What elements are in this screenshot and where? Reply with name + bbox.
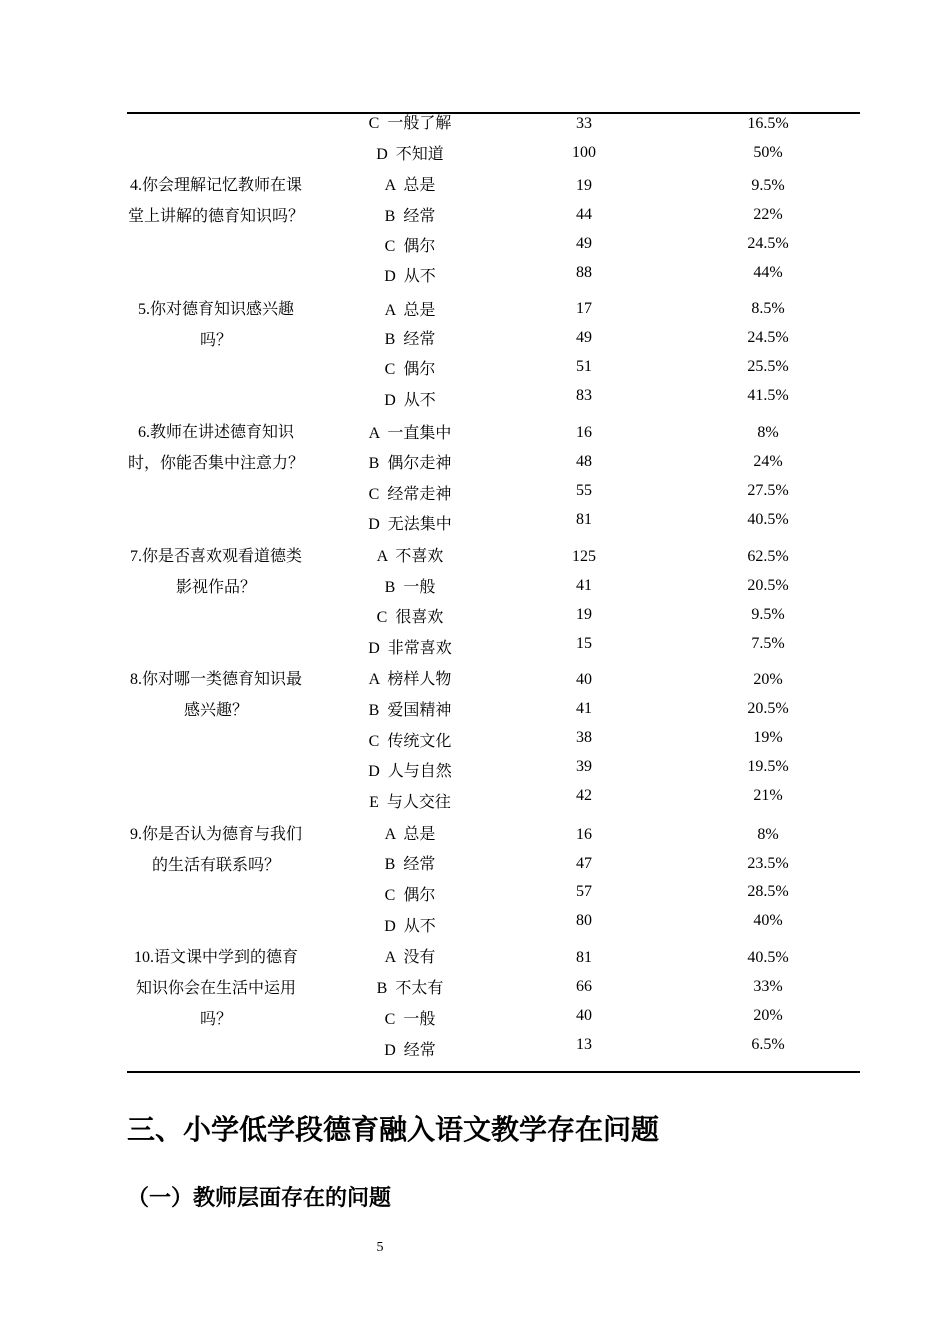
option-percent: 33% xyxy=(753,978,783,995)
option-label: B 爱国精神 xyxy=(368,702,452,719)
option-percent: 8% xyxy=(757,826,779,843)
option-label: D 不知道 xyxy=(376,146,444,163)
option-percent: 41.5% xyxy=(747,387,789,404)
question-text: 4.你会理解记忆教师在课堂上讲解的德育知识吗？ xyxy=(127,177,304,225)
option-count: 33 xyxy=(576,115,592,132)
section-heading: 三、小学低学段德育融入语文教学存在问题 xyxy=(127,1113,660,1146)
option-percent: 8% xyxy=(757,424,779,441)
option-percent: 44% xyxy=(753,264,783,281)
option-label: A 不喜欢 xyxy=(376,548,444,565)
option-count: 13 xyxy=(576,1036,592,1053)
option-count: 16 xyxy=(576,424,592,441)
subsection-heading: （一）教师层面存在的问题 xyxy=(127,1186,392,1211)
option-percent: 16.5% xyxy=(747,115,789,132)
option-percent: 40% xyxy=(753,912,783,929)
option-label: A 没有 xyxy=(384,949,436,966)
option-count: 88 xyxy=(576,264,592,281)
option-count: 15 xyxy=(576,635,592,652)
option-percent: 40.5% xyxy=(747,949,789,966)
option-percent: 24.5% xyxy=(747,235,789,252)
question-text: 6.教师在讲述德育知识时，你能否集中注意力？ xyxy=(127,424,304,472)
option-percent: 28.5% xyxy=(747,883,789,900)
option-label: D 无法集中 xyxy=(368,516,452,533)
option-label: D 从不 xyxy=(384,392,436,409)
option-count: 38 xyxy=(576,729,592,746)
option-percent: 23.5% xyxy=(747,855,789,872)
option-percent: 22% xyxy=(753,206,783,223)
option-percent: 6.5% xyxy=(751,1036,785,1053)
option-label: C 经常走神 xyxy=(368,486,452,503)
option-label: B 经常 xyxy=(384,856,436,873)
option-percent: 20.5% xyxy=(747,700,789,717)
option-count: 41 xyxy=(576,577,592,594)
option-percent: 19.5% xyxy=(747,758,789,775)
option-percent: 24% xyxy=(753,453,783,470)
option-count: 49 xyxy=(576,329,592,346)
option-label: B 经常 xyxy=(384,331,436,348)
option-count: 48 xyxy=(576,453,592,470)
option-label: C 偶尔 xyxy=(384,887,436,904)
option-count: 100 xyxy=(572,144,596,161)
table-bottom-rule xyxy=(127,1071,860,1073)
question-text: 7.你是否喜欢观看道德类影视作品？ xyxy=(129,548,302,596)
option-label: D 人与自然 xyxy=(368,763,452,780)
option-percent: 27.5% xyxy=(747,482,789,499)
option-label: A 总是 xyxy=(384,302,436,319)
option-label: D 非常喜欢 xyxy=(368,640,452,657)
question-text: 9.你是否认为德育与我们的生活有联系吗？ xyxy=(129,826,302,874)
option-label: C 一般 xyxy=(384,1011,436,1028)
option-percent: 24.5% xyxy=(747,329,789,346)
option-label: D 从不 xyxy=(384,268,436,285)
option-count: 19 xyxy=(576,606,592,623)
option-label: B 一般 xyxy=(384,579,436,596)
option-percent: 8.5% xyxy=(751,300,785,317)
question-text: 10.语文课中学到的德育知识你会在生活中运用吗？ xyxy=(133,949,298,1028)
option-label: C 一般了解 xyxy=(368,115,452,132)
option-label: D 从不 xyxy=(384,918,436,935)
option-percent: 19% xyxy=(753,729,783,746)
option-count: 44 xyxy=(576,206,592,223)
option-count: 81 xyxy=(576,949,592,966)
option-percent: 20% xyxy=(753,1007,783,1024)
option-percent: 50% xyxy=(753,144,783,161)
option-label: B 经常 xyxy=(384,208,436,225)
option-count: 42 xyxy=(576,787,592,804)
option-count: 40 xyxy=(576,1007,592,1024)
option-label: D 经常 xyxy=(384,1042,436,1059)
option-count: 81 xyxy=(576,511,592,528)
option-count: 41 xyxy=(576,700,592,717)
option-percent: 25.5% xyxy=(747,358,789,375)
option-count: 39 xyxy=(576,758,592,775)
option-count: 19 xyxy=(576,177,592,194)
option-percent: 7.5% xyxy=(751,635,785,652)
option-percent: 20.5% xyxy=(747,577,789,594)
option-count: 66 xyxy=(576,978,592,995)
option-count: 17 xyxy=(576,300,592,317)
option-count: 47 xyxy=(576,855,592,872)
option-label: C 偶尔 xyxy=(384,361,436,378)
option-label: A 总是 xyxy=(384,177,436,194)
option-percent: 40.5% xyxy=(747,511,789,528)
page-number: 5 xyxy=(376,1240,384,1255)
option-label: A 一直集中 xyxy=(368,425,452,442)
question-text: 8.你对哪一类德育知识最感兴趣？ xyxy=(129,671,302,719)
option-label: C 传统文化 xyxy=(368,733,452,750)
option-count: 40 xyxy=(576,671,592,688)
question-text: 5.你对德育知识感兴趣吗？ xyxy=(137,301,294,349)
option-label: E 与人交往 xyxy=(369,794,451,811)
option-label: B 不太有 xyxy=(376,980,444,997)
option-count: 51 xyxy=(576,358,592,375)
option-label: C 偶尔 xyxy=(384,238,436,255)
option-count: 55 xyxy=(576,482,592,499)
option-count: 16 xyxy=(576,826,592,843)
option-count: 125 xyxy=(572,548,596,565)
option-percent: 20% xyxy=(753,671,783,688)
option-percent: 62.5% xyxy=(747,548,789,565)
option-label: A 总是 xyxy=(384,826,436,843)
option-count: 57 xyxy=(576,883,592,900)
option-count: 80 xyxy=(576,912,592,929)
option-label: B 偶尔走神 xyxy=(368,455,452,472)
option-label: A 榜样人物 xyxy=(368,671,452,688)
option-count: 83 xyxy=(576,387,592,404)
option-label: C 很喜欢 xyxy=(376,609,444,626)
option-percent: 21% xyxy=(753,787,783,804)
option-percent: 9.5% xyxy=(751,177,785,194)
option-count: 49 xyxy=(576,235,592,252)
option-percent: 9.5% xyxy=(751,606,785,623)
